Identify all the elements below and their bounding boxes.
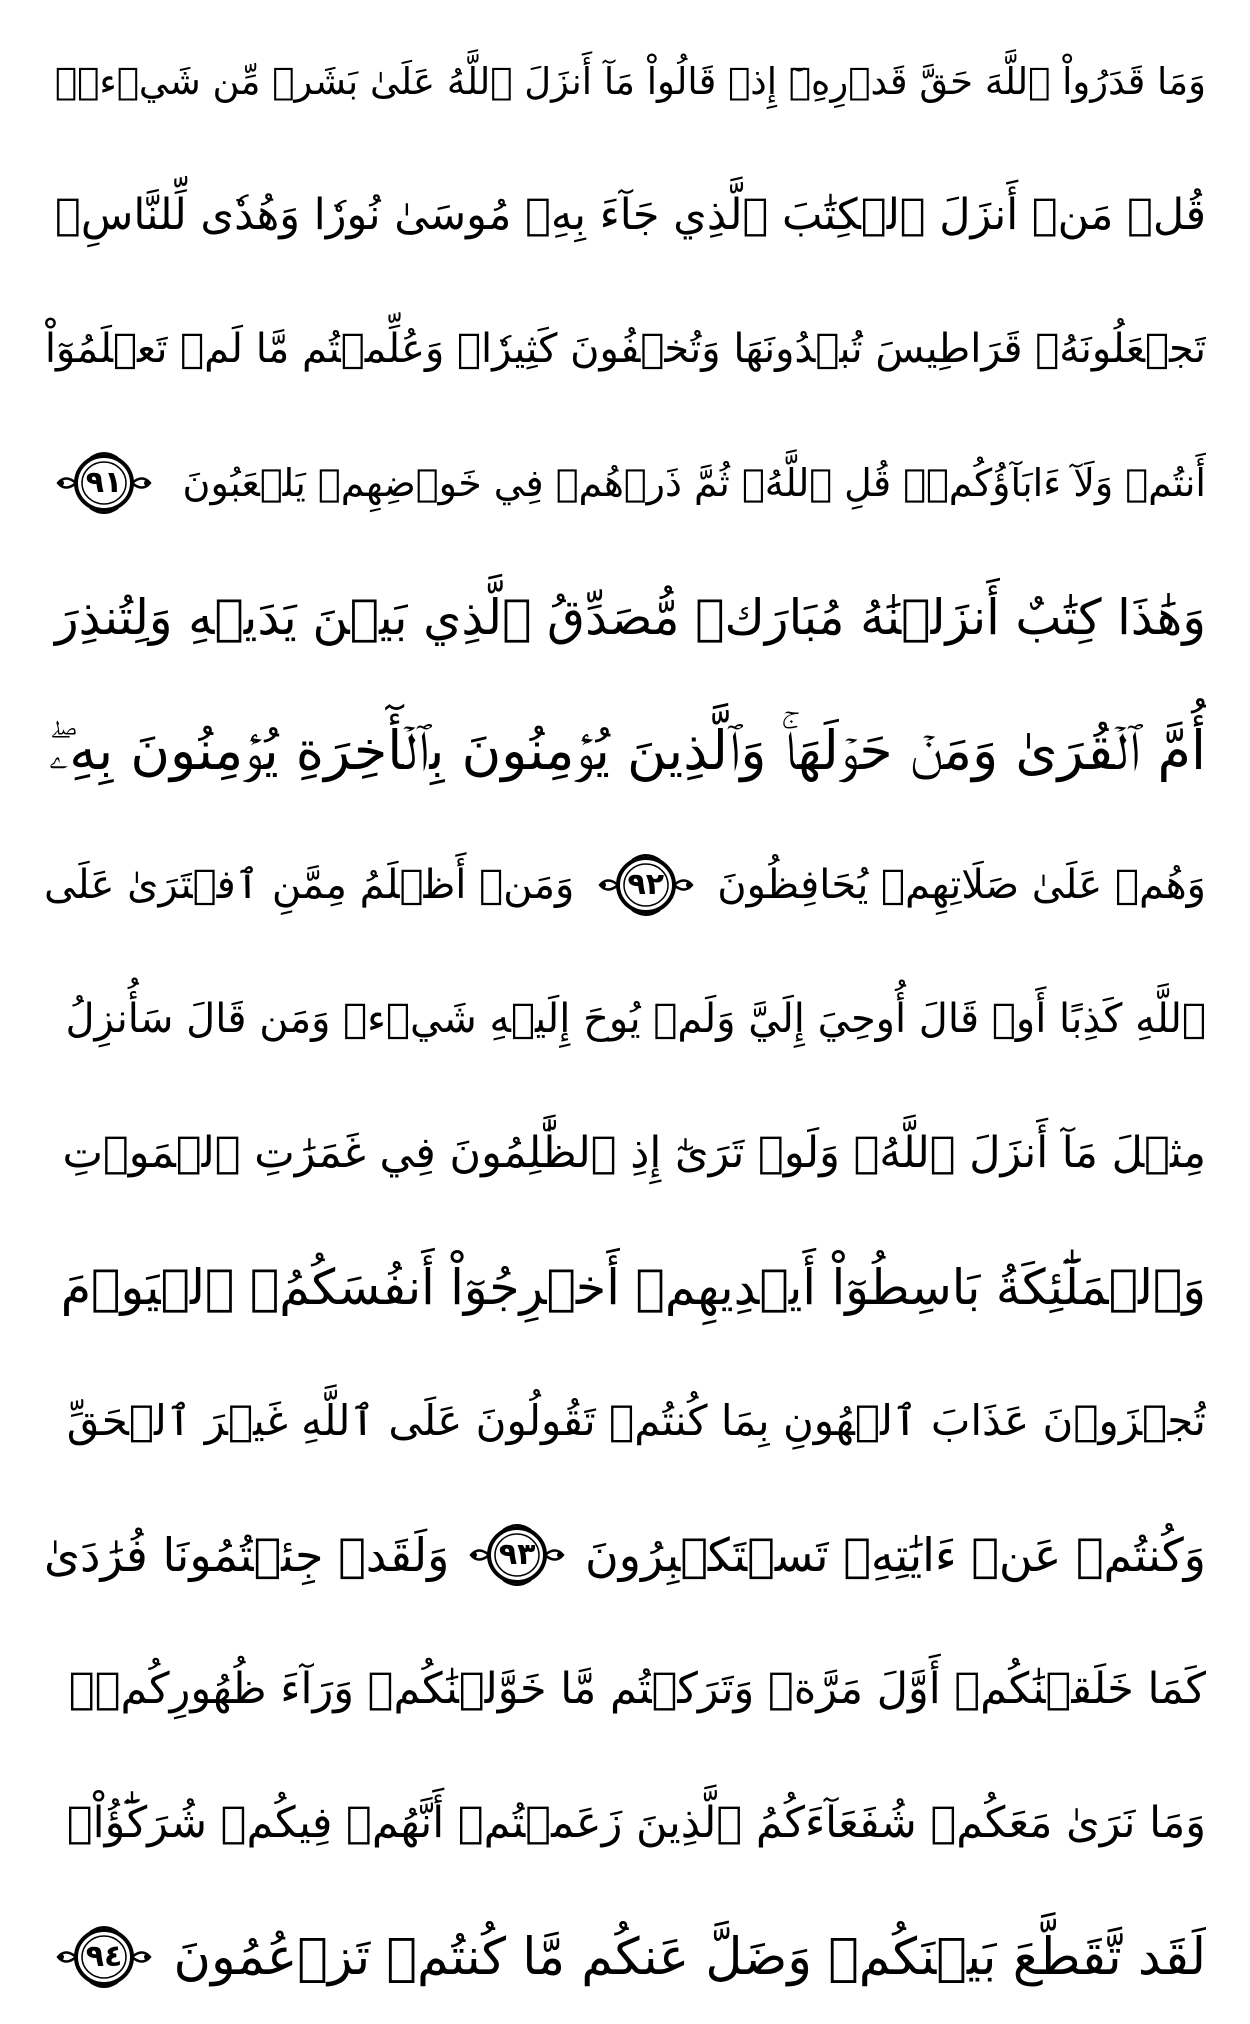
verse-text: وَلَقَدۡ جِئۡتُمُونَا فُرَٰدَىٰ xyxy=(44,1528,450,1582)
verse-text: أُمَّ ٱلۡقُرَىٰ وَمَنۡ حَوۡلَهَاۚ وَٱلَّذِينَ يُؤۡمِنُونَ بِٱلۡأٓخِرَةِ يُؤۡمِنُونَ بِهِۦۖ xyxy=(48,719,1206,782)
text-line xyxy=(44,1086,1206,1220)
text-line xyxy=(44,952,1206,1086)
verse-text: لَقَد تَّقَطَّعَ بَيۡنَكُمۡ وَضَلَّ عَنكُم مَّا كُنتُمۡ تَزۡعُمُونَ xyxy=(173,1927,1206,1987)
verse-text: تَجۡعَلُونَهُۥ قَرَاطِيسَ تُبۡدُونَهَا وَتُخۡفُونَ كَثِيرٗاۖ وَعُلِّمۡتُم مَّا لَمۡ تَعۡلَمُوٓاْ xyxy=(44,326,1206,372)
text-line xyxy=(44,416,1206,550)
text-line xyxy=(44,1622,1206,1756)
ayah-number: ٩٣ xyxy=(498,1537,536,1572)
text-line xyxy=(44,148,1206,282)
text-line xyxy=(44,1756,1206,1890)
text-line xyxy=(44,1220,1206,1354)
verse-text: وَهَٰذَا كِتَٰبٌ أَنزَلۡنَٰهُ مُبَارَكٞ مُّصَدِّقُ ٱلَّذِي بَيۡنَ يَدَيۡهِ وَلِتُنذِرَ xyxy=(55,588,1206,646)
text-line xyxy=(44,818,1206,952)
verse-text: وَمَا نَرَىٰ مَعَكُمۡ شُفَعَآءَكُمُ ٱلَّذِينَ زَعَمۡتُمۡ أَنَّهُمۡ فِيكُمۡ شُرَكَٰٓؤُاْۚ xyxy=(66,1797,1206,1848)
verse-text: تُجۡزَوۡنَ عَذَابَ ٱلۡهُونِ بِمَا كُنتُمۡ تَقُولُونَ عَلَى ٱللَّهِ غَيۡرَ ٱلۡحَقِّ xyxy=(66,1396,1206,1445)
text-line xyxy=(44,1354,1206,1488)
verse-text: وَكُنتُمۡ عَنۡ ءَايَٰتِهِۦ تَسۡتَكۡبِرُونَ xyxy=(585,1528,1206,1582)
verse-text: وَٱلۡمَلَٰٓئِكَةُ بَاسِطُوٓاْ أَيۡدِيهِمۡ أَخۡرِجُوٓاْ أَنفُسَكُمُۖ ٱلۡيَوۡمَ xyxy=(60,1258,1206,1316)
mushaf-page xyxy=(44,0,1206,2022)
ayah-number-marker xyxy=(465,1520,569,1590)
verse-text: وَمَنۡ أَظۡلَمُ مِمَّنِ ٱفۡتَرَىٰ عَلَى xyxy=(44,862,575,908)
text-line xyxy=(44,1890,1206,2024)
verse-text: وَهُمۡ عَلَىٰ صَلَاتِهِمۡ يُحَافِظُونَ xyxy=(717,862,1206,908)
text-line xyxy=(44,550,1206,684)
ayah-number: ٩٤ xyxy=(85,1939,123,1974)
verse-text: مِثۡلَ مَآ أَنزَلَ ٱللَّهُۗ وَلَوۡ تَرَىٰٓ إِذِ ٱلظَّٰلِمُونَ فِي غَمَرَٰتِ ٱلۡمَوۡتِ xyxy=(62,1127,1206,1178)
text-line xyxy=(44,282,1206,416)
verse-text: قُلۡ مَنۡ أَنزَلَ ٱلۡكِتَٰبَ ٱلَّذِي جَآءَ بِهِۦ مُوسَىٰ نُورٗا وَهُدٗى لِّلنَّاسِۖ xyxy=(55,189,1206,240)
text-line xyxy=(44,684,1206,818)
verse-text: ٱللَّهِ كَذِبًا أَوۡ قَالَ أُوحِيَ إِلَيَّ وَلَمۡ يُوحَ إِلَيۡهِ شَيۡءٞ وَمَن قَالَ سَأُنزِلُ xyxy=(65,996,1206,1042)
text-line xyxy=(44,1488,1206,1622)
ayah-number: ٩٢ xyxy=(627,867,665,902)
verse-text: كَمَا خَلَقۡنَٰكُمۡ أَوَّلَ مَرَّةٖ وَتَرَكۡتُم مَّا خَوَّلۡنَٰكُمۡ وَرَآءَ ظُهُورِكُمۡۖ xyxy=(68,1663,1206,1714)
verse-text: وَمَا قَدَرُواْ ٱللَّهَ حَقَّ قَدۡرِهِۦٓ إِذۡ قَالُواْ مَآ أَنزَلَ ٱللَّهُ عَلَىٰ بَشَرٖ مِّن شَيۡءٖۗ xyxy=(54,59,1206,103)
ayah-number-marker xyxy=(594,850,698,920)
ayah-number-marker xyxy=(52,1922,156,1992)
ayah-number-marker xyxy=(52,448,156,518)
verse-text: أَنتُمۡ وَلَآ ءَابَآؤُكُمۡۖ قُلِ ٱللَّهُۖ ثُمَّ ذَرۡهُمۡ فِي خَوۡضِهِمۡ يَلۡعَبُونَ xyxy=(182,461,1206,505)
text-line xyxy=(44,14,1206,148)
ayah-number: ٩١ xyxy=(85,465,123,500)
